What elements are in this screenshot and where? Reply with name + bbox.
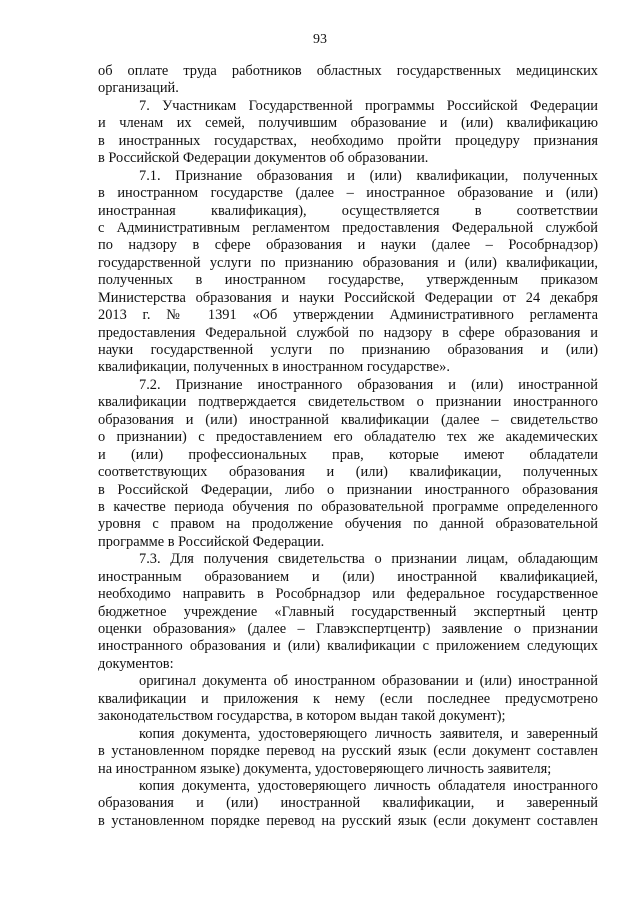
text-line: в иностранных государствах, необходимо пройти процедуру признания <box>98 132 598 149</box>
text-line: документов: <box>98 655 174 672</box>
text-line: оценки образования» (далее – Главэкспертцентр) заявление о признании <box>98 621 598 637</box>
text-line: в установленном порядке перевод на русский язык (если документ составлен <box>98 743 598 760</box>
text-line: 7.2. Признание иностранного образования и (или) иностранной <box>139 376 598 393</box>
text-line: соответствующих образования и (или) квалификации, полученных <box>98 464 598 481</box>
text-line: в Российской Федерации, либо о признании иностранного образования <box>98 481 598 498</box>
text-line: 2013 г. № 1391 «Об утверждении Административного регламента <box>98 307 598 324</box>
page-number: 93 <box>313 32 327 47</box>
text-line: и (или) профессиональных прав, которые имеют обладатели <box>98 446 598 463</box>
text-line: Министерства образования и науки Российской Федерации от 24 декабря <box>98 289 598 306</box>
paragraph-p-continuation <box>98 63 598 98</box>
text-line: квалификации подтверждается свидетельством о признании иностранного <box>98 394 598 411</box>
text-line: государственной услуги по признанию образования и (или) квалификации, <box>98 254 598 271</box>
body-text <box>98 63 598 830</box>
text-line: предоставления Федеральной службой по надзору в сфере образования и <box>98 324 598 341</box>
text-line: оригинал документа об иностранном образовании и (или) иностранной <box>139 673 598 690</box>
text-line: с Административным регламентом предоставления Федеральной службой <box>98 219 598 236</box>
text-line: об оплате труда работников областных государственных медицинских <box>98 63 598 79</box>
text-line: 7.1. Признание образования и (или) квалификации, полученных <box>139 167 598 184</box>
text-line: в Российской Федерации документов об образовании. <box>98 150 429 167</box>
text-line: иностранным образованием и (или) иностранной квалификацией, <box>98 568 598 585</box>
text-line: образования и (или) иностранной квалификации, и заверенный <box>98 795 598 812</box>
text-line: копия документа, удостоверяющего личность заявителя, и заверенный <box>139 725 598 742</box>
text-line: программе в Российской Федерации. <box>98 533 325 550</box>
paragraph-p-7-1 <box>98 168 598 377</box>
text-line: полученных в иностранном государстве, утвержденным приказом <box>98 272 598 289</box>
text-line: по надзору в сфере образования и науки (далее – Рособрнадзор) <box>98 237 598 254</box>
text-line: бюджетное учреждение «Главный государственный экспертный центр <box>98 603 598 620</box>
paragraph-p-copy-applicant <box>98 726 598 778</box>
paragraph-p-7-2 <box>98 377 598 551</box>
paragraph-p-7 <box>98 98 598 168</box>
text-line: организаций. <box>98 80 179 97</box>
text-line: 7.3. Для получения свидетельства о признании лицам, обладающим <box>139 551 598 568</box>
text-line: квалификации и приложения к нему (если последнее предусмотрено <box>98 690 598 707</box>
text-line: образования и (или) иностранной квалификации (далее – свидетельство <box>98 411 598 428</box>
text-line: квалификации, полученных в иностранном государстве». <box>98 359 450 376</box>
text-line: на иностранном языке) документа, удостоверяющего личность заявителя; <box>98 760 552 777</box>
text-line: о признании) с предоставлением его обладателю тех же академических <box>98 429 598 446</box>
paragraph-p-copy-holder <box>98 778 598 830</box>
text-line: законодательством государства, в котором выдан такой документ); <box>98 708 506 725</box>
paragraph-p-original <box>98 673 598 725</box>
text-line: науки государственной услуги по признанию образования и (или) <box>98 342 598 358</box>
text-line: уровня с правом на продолжение обучения по данной образовательной <box>98 516 598 533</box>
text-line: иностранная квалификация), осуществляется в соответствии <box>98 202 598 219</box>
text-line: копия документа, удостоверяющего личность обладателя иностранного <box>139 777 598 794</box>
text-line: в качестве периода обучения по образовательной программе определенного <box>98 498 598 515</box>
text-line: в установленном порядке перевод на русский язык (если документ составлен <box>98 812 598 829</box>
text-line: необходимо направить в Рособрнадзор или федеральное государственное <box>98 586 598 603</box>
text-line: в иностранном государстве (далее – иностранное образование и (или) <box>98 185 598 202</box>
text-line: иностранного образования и (или) квалификации с приложением следующих <box>98 638 598 655</box>
text-line: и членам их семей, получившим образование и (или) квалификацию <box>98 115 598 132</box>
paragraph-p-7-3 <box>98 551 598 673</box>
text-line: 7. Участникам Государственной программы Российской Федерации <box>139 97 598 114</box>
